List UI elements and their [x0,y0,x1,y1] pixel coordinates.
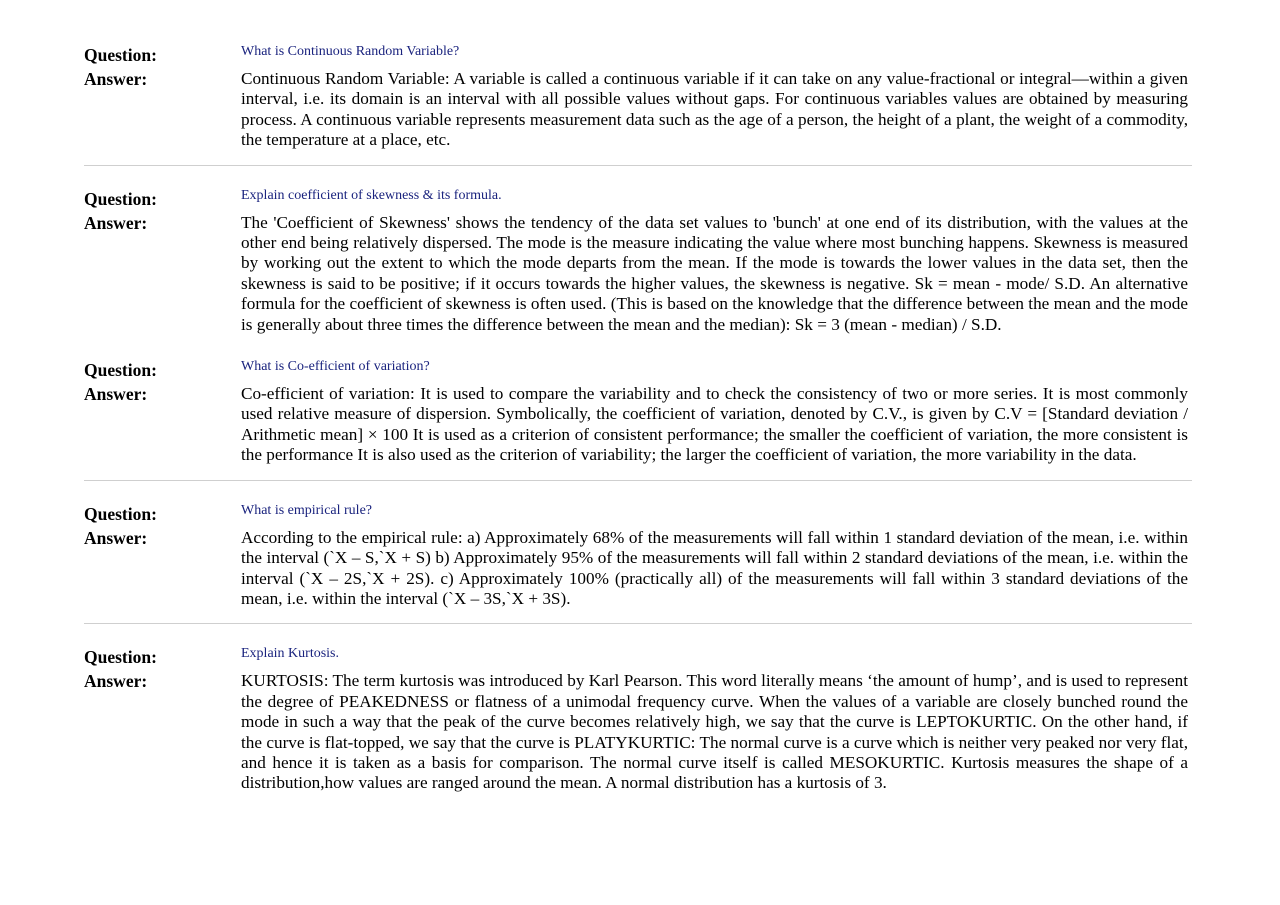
question-text: What is Co-efficient of variation? [241,359,430,375]
question-row [84,644,1192,667]
answer-text: The 'Coefficient of Skewness' shows the tendency of the data set values to 'bunch' at one end of its distribution, with the values at the other end being relatively dispersed. The mode is the measure indicating the value where most bunching happens. Skewness is measured by working out the extent to which the mode departs from the mean. If the mode is towards the lower values in the data set, then the skewness is said to be positive; if it occurs towards the higher values, the skewness is negative. Sk = mean - mode/ S.D. An alternative formula for the coefficient of skewness is often used. (This is based on the knowledge that the difference between the mean and the mode is generally about three times the difference between the mean and the median): Sk = 3 (mean - median) / S.D. [241,212,1188,334]
question-text: What is empirical rule? [241,502,372,518]
answer-row [84,384,1192,466]
qa-document [84,42,1192,808]
qa-item-kurtosis [84,644,1192,807]
question-label: Question: [84,647,157,668]
answer-label: Answer: [84,384,148,405]
question-text: Explain coefficient of skewness & its formula. [241,187,502,203]
qa-item-coefficient-of-variation [84,357,1192,481]
question-row [84,357,1192,380]
question-label: Question: [84,503,157,524]
answer-label: Answer: [84,212,148,233]
qa-item-empirical-rule [84,501,1192,625]
answer-label: Answer: [84,671,148,692]
answer-text: Co-efficient of variation: It is used to compare the variability and to check the consistency of two or more series. It is most commonly used relative measure of dispersion. Symbolically, the coefficient of variation, denoted by C.V., is given by C.V = [Standard deviation / Arithmetic mean] × 100 It is used as a criterion of consistent performance; the smaller the coefficient of variation, the more consistent is the performance It is also used as the criterion of variability; the larger the coefficient of variation, the more variability in the data. [241,384,1188,465]
question-row [84,42,1192,65]
answer-row [84,528,1192,610]
answer-text: According to the empirical rule: a) Approximately 68% of the measurements will fall within 1 standard deviation of the mean, i.e. within the interval (`X – S,`X + S) b) Approximately 95% of the measurements will fall within 2 standard deviations of the mean, i.e. within the interval (`X – 2S,`X + 2S). c) Approximately 100% (practically all) of the measurements will fall within 3 standard deviations of the mean, i.e. within the interval (`X – 3S,`X + 3S). [241,527,1188,608]
answer-label: Answer: [84,527,148,548]
qa-item-continuous-random-variable [84,42,1192,166]
answer-text: Continuous Random Variable: A variable is called a continuous variable if it can take on any value-fractional or integral—within a given interval, i.e. its domain is an interval with all possible values without gaps. For continuous variables values are obtained by measuring process. A continuous variable represents measurement data such as the age of a person, the height of a plant, the weight of a commodity, the temperature at a place, etc. [241,69,1188,150]
answer-row [84,213,1192,335]
question-label: Question: [84,360,157,381]
answer-row [84,69,1192,151]
question-row [84,186,1192,209]
answer-label: Answer: [84,69,148,89]
question-text: What is Continuous Random Variable? [241,44,460,59]
answer-row [84,671,1192,793]
question-label: Question: [84,45,157,65]
question-text: Explain Kurtosis. [241,646,339,662]
question-row [84,501,1192,524]
question-label: Question: [84,188,157,209]
qa-item-coefficient-of-skewness [84,186,1192,349]
answer-text: KURTOSIS: The term kurtosis was introduced by Karl Pearson. This word literally means ‘the amount of hump’, and is used to represent the degree of PEAKEDNESS or flatness of a unimodal frequency curve. When the values of a variable are closely bunched round the mode in such a way that the peak of the curve becomes relatively high, we say that the curve is LEPTOKURTIC. On the other hand, if the curve is flat-topped, we say that the curve is PLATYKURTIC: The normal curve is a curve which is neither very peaked nor very flat, and hence it is taken as a basis for comparison. The normal curve itself is called MESOKURTIC. Kurtosis measures the shape of a distribution,how values are ranged around the mean. A normal distribution has a kurtosis of 3. [241,671,1188,793]
